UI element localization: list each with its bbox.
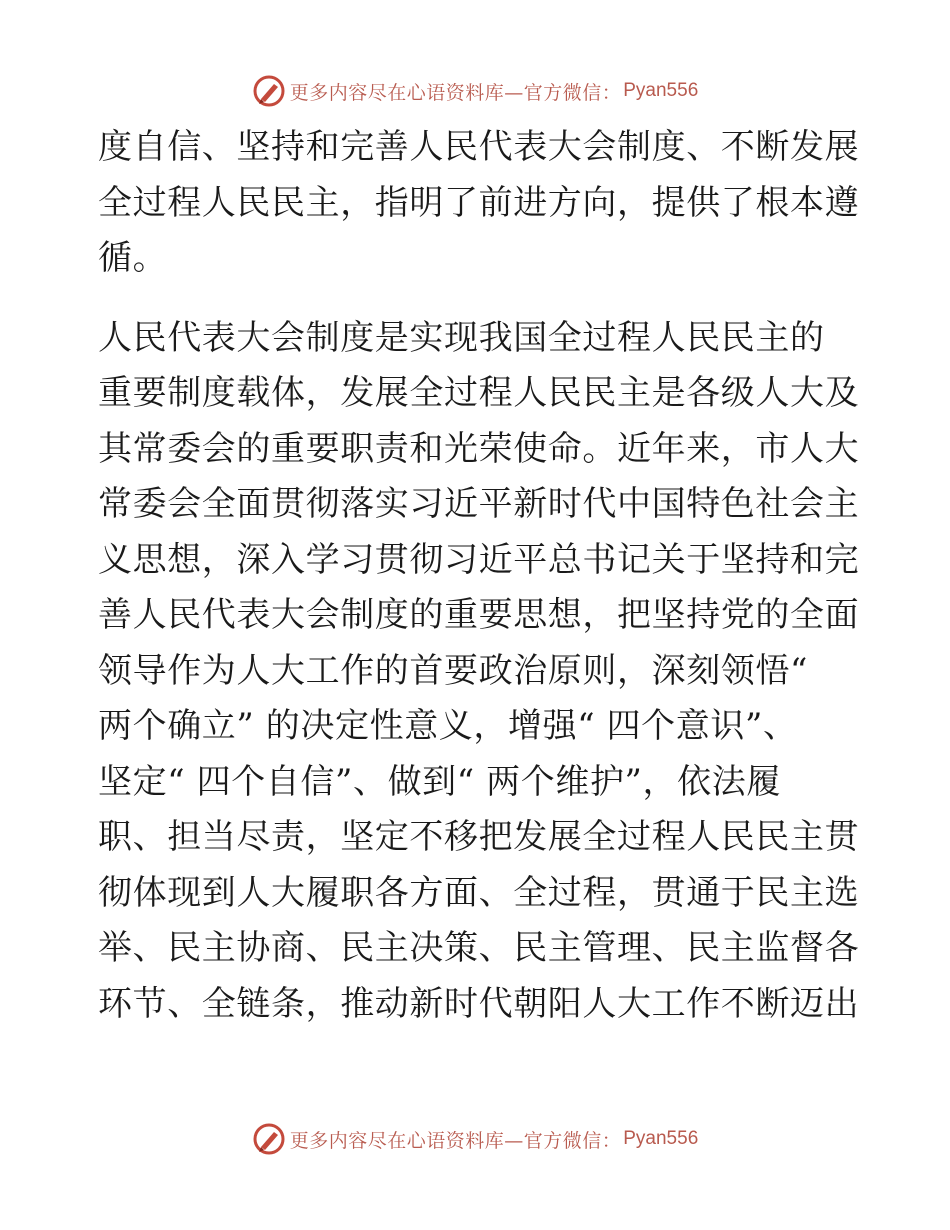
footer-banner-id: Pyan556 bbox=[623, 1128, 699, 1149]
header-banner-text: 更多内容尽在心语资料库—官方微信： bbox=[289, 81, 622, 104]
text-line: 度自信、坚持和完善人民代表大会制度、不断发展 bbox=[98, 127, 860, 167]
text-line: 环节、全链条，推动新时代朝阳人大工作不断迈出 bbox=[98, 983, 860, 1024]
text-line: 坚定“ 四个自信”、做到“ 两个维护”，依法履 bbox=[98, 761, 781, 802]
paragraph-spacer bbox=[98, 287, 858, 311]
paragraph-1 bbox=[98, 120, 858, 287]
footer-banner-text: 更多内容尽在心语资料库—官方微信： bbox=[289, 1129, 622, 1152]
header-watermark-banner bbox=[0, 71, 950, 111]
text-line: 两个确立” 的决定性意义，增强“ 四个意识”、 bbox=[98, 706, 798, 746]
text-line: 彻体现到人大履职各方面、全过程，贯通于民主选 bbox=[98, 872, 860, 913]
text-line: 善人民代表大会制度的重要思想，把坚持党的全面 bbox=[98, 595, 860, 635]
pen-logo-icon bbox=[252, 74, 286, 108]
text-line: 职、担当尽责，坚定不移把发展全过程人民民主贯 bbox=[98, 817, 860, 857]
pen-logo-icon bbox=[252, 1122, 286, 1156]
text-line: 重要制度载体，发展全过程人民民主是各级人大及 bbox=[98, 373, 860, 413]
text-line: 全过程人民民主，指明了前进方向，提供了根本遵 bbox=[98, 182, 860, 223]
document-body bbox=[98, 120, 858, 1032]
text-line: 循。 bbox=[98, 238, 168, 278]
header-banner-id: Pyan556 bbox=[623, 80, 699, 101]
text-line: 义思想，深入学习贯彻习近平总书记关于坚持和完 bbox=[98, 539, 860, 580]
text-line: 人民代表大会制度是实现我国全过程人民民主的 bbox=[98, 317, 825, 358]
text-line: 领导作为人大工作的首要政治原则，深刻领悟“ bbox=[98, 650, 808, 691]
text-line: 举、民主协商、民主决策、民主管理、民主监督各 bbox=[98, 928, 860, 968]
footer-watermark-banner bbox=[0, 1119, 950, 1159]
text-line: 常委会全面贯彻落实习近平新时代中国特色社会主 bbox=[98, 484, 860, 524]
paragraph-2 bbox=[98, 311, 858, 1033]
text-line: 其常委会的重要职责和光荣使命。近年来，市人大 bbox=[98, 428, 860, 469]
